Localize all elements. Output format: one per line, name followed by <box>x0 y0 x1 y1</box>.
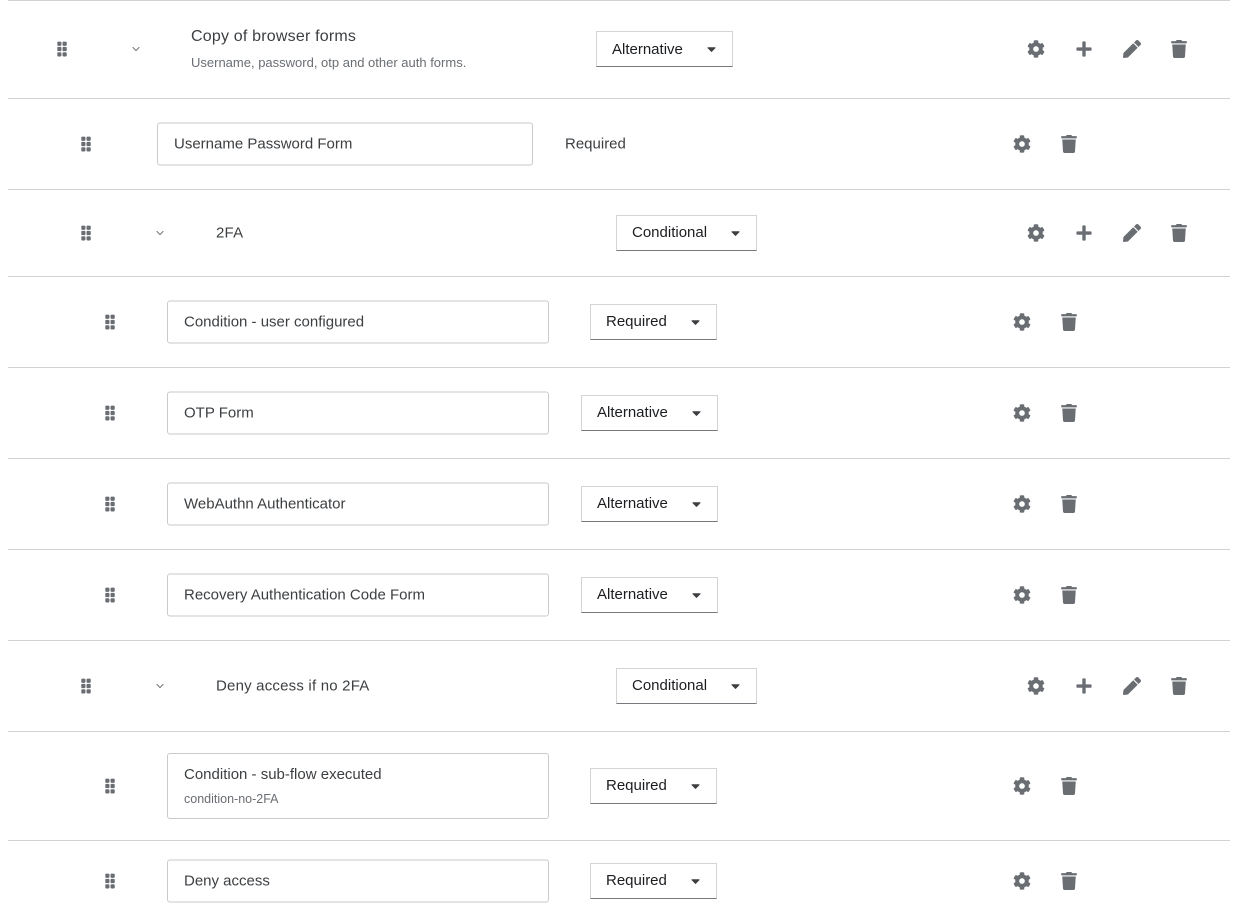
row-actions <box>1013 777 1077 795</box>
chevron-down-icon[interactable] <box>151 224 169 242</box>
drag-handle-icon[interactable] <box>78 222 95 243</box>
execution-name-box <box>167 859 549 902</box>
requirement-label: Required <box>565 135 626 152</box>
requirement-value: Conditional <box>632 224 708 241</box>
add-step-button[interactable] <box>1075 40 1093 58</box>
settings-button[interactable] <box>1013 313 1031 331</box>
caret-down-icon <box>691 406 702 420</box>
delete-button[interactable] <box>1061 586 1077 604</box>
requirement-value: Alternative <box>612 40 683 58</box>
settings-button[interactable] <box>1013 586 1031 604</box>
delete-button[interactable] <box>1061 313 1077 331</box>
edit-button[interactable] <box>1123 224 1141 242</box>
drag-handle-icon[interactable] <box>78 133 95 154</box>
execution-row <box>0 549 1237 640</box>
delete-button[interactable] <box>1171 40 1187 58</box>
edit-button[interactable] <box>1123 40 1141 58</box>
requirement-select[interactable] <box>590 304 717 340</box>
execution-name: WebAuthn Authenticator <box>184 495 346 512</box>
flow-row <box>0 0 1237 98</box>
flow-titles <box>216 677 369 694</box>
chevron-down-icon[interactable] <box>127 40 145 58</box>
execution-name: Username Password Form <box>174 135 353 152</box>
execution-name-box <box>167 573 549 616</box>
execution-row <box>0 731 1237 840</box>
caret-down-icon <box>691 497 702 511</box>
requirement-select[interactable] <box>596 31 733 67</box>
requirement-value: Alternative <box>597 495 668 512</box>
drag-handle-icon[interactable] <box>102 311 119 332</box>
add-step-button[interactable] <box>1075 677 1093 695</box>
requirement-value: Conditional <box>632 677 708 694</box>
row-actions <box>1013 872 1077 890</box>
settings-button[interactable] <box>1013 135 1031 153</box>
drag-handle-icon[interactable] <box>102 493 119 514</box>
execution-name-box <box>167 300 549 343</box>
requirement-value: Alternative <box>597 586 668 603</box>
execution-name-box <box>167 753 549 819</box>
execution-name: Deny access <box>184 872 270 889</box>
execution-name-box <box>167 391 549 434</box>
execution-name: Condition - sub-flow executed <box>184 765 382 783</box>
drag-handle-icon[interactable] <box>102 870 119 891</box>
flow-titles <box>191 28 466 70</box>
row-actions <box>1027 40 1187 58</box>
execution-row <box>0 367 1237 458</box>
delete-button[interactable] <box>1061 872 1077 890</box>
requirement-select[interactable] <box>616 668 757 704</box>
execution-name-box <box>157 122 533 165</box>
settings-button[interactable] <box>1027 677 1045 695</box>
drag-handle-icon[interactable] <box>78 675 95 696</box>
drag-handle-icon[interactable] <box>54 39 71 60</box>
delete-button[interactable] <box>1061 135 1077 153</box>
execution-row <box>0 276 1237 367</box>
row-actions <box>1013 404 1077 422</box>
requirement-select[interactable] <box>616 215 757 251</box>
add-step-button[interactable] <box>1075 224 1093 242</box>
drag-handle-icon[interactable] <box>102 775 119 796</box>
flow-row <box>0 189 1237 276</box>
settings-button[interactable] <box>1013 777 1031 795</box>
requirement-value: Required <box>606 872 667 889</box>
flow-titles <box>216 224 243 241</box>
settings-button[interactable] <box>1013 495 1031 513</box>
execution-row <box>0 458 1237 549</box>
flow-subtitle: Username, password, otp and other auth forms. <box>191 55 467 70</box>
chevron-down-icon[interactable] <box>151 677 169 695</box>
execution-name-box <box>167 482 549 525</box>
delete-button[interactable] <box>1061 495 1077 513</box>
delete-button[interactable] <box>1061 404 1077 422</box>
settings-button[interactable] <box>1027 224 1045 242</box>
settings-button[interactable] <box>1013 404 1031 422</box>
requirement-select[interactable] <box>590 863 717 899</box>
requirement-select[interactable] <box>590 768 717 804</box>
requirement-value: Alternative <box>597 404 668 421</box>
caret-down-icon <box>730 679 741 693</box>
execution-alias: condition-no-2FA <box>184 791 279 806</box>
requirement-value: Required <box>606 777 667 794</box>
drag-handle-icon[interactable] <box>102 402 119 423</box>
drag-handle-icon[interactable] <box>102 584 119 605</box>
caret-down-icon <box>690 874 701 888</box>
row-actions <box>1013 586 1077 604</box>
settings-button[interactable] <box>1027 40 1045 58</box>
flow-title: Copy of browser forms <box>191 28 357 45</box>
row-actions <box>1027 224 1187 242</box>
caret-down-icon <box>691 588 702 602</box>
settings-button[interactable] <box>1013 872 1031 890</box>
requirement-select[interactable] <box>581 395 718 431</box>
execution-row <box>0 840 1237 921</box>
row-actions <box>1027 677 1187 695</box>
execution-name: OTP Form <box>184 404 254 421</box>
row-actions <box>1013 135 1077 153</box>
requirement-select[interactable] <box>581 577 718 613</box>
flow-title: Deny access if no 2FA <box>216 677 370 694</box>
execution-row <box>0 98 1237 189</box>
caret-down-icon <box>730 226 741 240</box>
execution-name: Recovery Authentication Code Form <box>184 586 425 603</box>
flow-title: 2FA <box>216 224 244 241</box>
delete-button[interactable] <box>1171 224 1187 242</box>
requirement-select[interactable] <box>581 486 718 522</box>
delete-button[interactable] <box>1061 777 1077 795</box>
caret-down-icon <box>690 315 701 329</box>
caret-down-icon <box>690 779 701 793</box>
row-actions <box>1013 495 1077 513</box>
row-actions <box>1013 313 1077 331</box>
execution-name: Condition - user configured <box>184 313 365 330</box>
flow-row <box>0 640 1237 731</box>
requirement-value: Required <box>606 313 667 330</box>
edit-button[interactable] <box>1123 677 1141 695</box>
caret-down-icon <box>706 42 717 56</box>
delete-button[interactable] <box>1171 677 1187 695</box>
